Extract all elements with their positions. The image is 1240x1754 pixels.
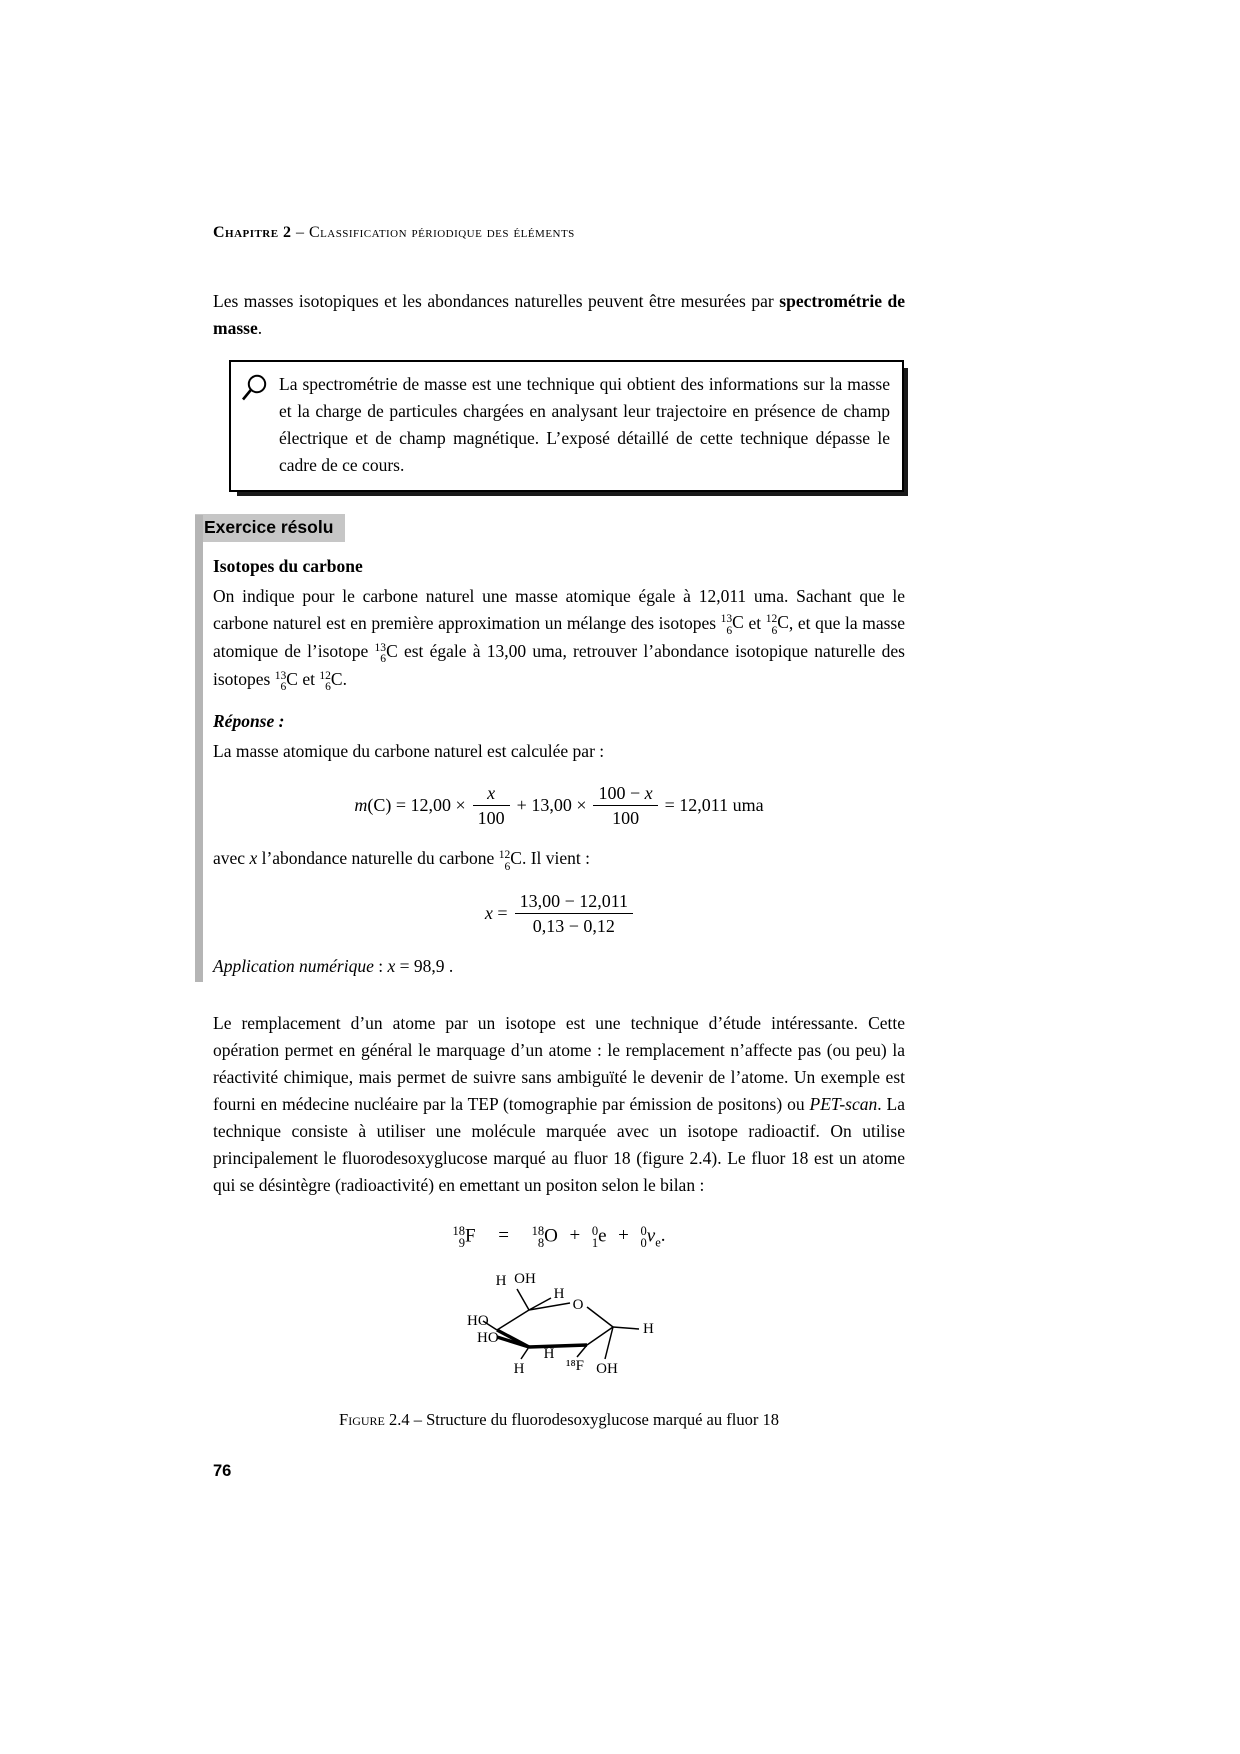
period: .	[660, 1225, 666, 1247]
molecule-figure	[213, 1265, 905, 1392]
body-text: Le remplacement d’un atome par un isotope est une technique d’étude intéressante. Cette opération permet en général le marquage d’un atome : le remplacement n’affecte pas (ou peu) la réactivité chimique, mais permet de suivre sans ambiguïté le devenir de l’atome. Un exemple est fourni en médecine nucléaire par la TEP (tomographie par émission de positons) ou	[213, 1013, 905, 1115]
chapter-title: Classification périodique des éléments	[308, 224, 575, 241]
isotope-13C: 13 6 C	[374, 640, 398, 666]
avec-line: avec x l’abondance naturelle du carbone 12 6 C. Il vient :	[213, 848, 590, 873]
math-var: x	[387, 956, 396, 977]
page-number: 76	[213, 1462, 232, 1481]
isotope-12C: 12 6 C	[765, 612, 789, 638]
page-content	[204, 0, 905, 1481]
fraction-x-100: $\frac{x}{100}$	[473, 783, 510, 829]
note-box	[229, 360, 904, 492]
plus-sign: +	[569, 1225, 581, 1247]
statement-text: et	[743, 612, 766, 633]
math-text: (C) = 12,00 ×	[367, 795, 466, 816]
nuclide-18F: 18 9 F	[452, 1223, 476, 1251]
note-text: La spectrométrie de masse est une technique qui obtient des informations sur la masse et la charge de particules chargées en analysant leur trajectoire en présence de champ électrique et de champ magnétique. L’exposé détaillé de cette technique dépasse le cadre de ce cours.	[279, 373, 890, 475]
calc-intro: La masse atomique du carbone naturel est calculée par :	[213, 741, 605, 762]
intro-text: Les masses isotopiques et les abondances naturelles peuvent être mesurées par	[213, 291, 780, 311]
math-var: x	[484, 903, 493, 924]
intro-paragraph	[213, 288, 905, 342]
nuclide-18O: 18 8 O	[531, 1223, 558, 1251]
application-numerique: Application numérique : x = 98,9 .	[213, 956, 454, 977]
statement-text: et	[297, 668, 320, 689]
isotope-13C: 13 6 C	[720, 612, 744, 638]
body-paragraph	[213, 1010, 905, 1199]
intro-period: .	[257, 318, 263, 338]
atom-label-H: H	[513, 1361, 525, 1378]
equals-sign: =	[498, 1225, 509, 1247]
atom-label-H: H	[495, 1273, 507, 1290]
intro-bold-term: spectrométrie de masse	[213, 291, 905, 338]
chapter-label: Chapitre 2	[213, 224, 292, 241]
fraction-abundance: $\frac{13,00 - 12,011}{0,13 - 0,12}$	[515, 891, 633, 937]
statement-text: est égale à 13,00 uma, retrouver l’abondance isotopique naturelle des isotopes	[213, 640, 905, 689]
equation-mass-average	[213, 783, 905, 829]
atom-label-OH: OH	[596, 1361, 618, 1378]
math-text: + 13,00 ×	[516, 795, 587, 816]
body-text: . La technique consiste à utiliser une molécule marquée avec un isotope radioactif. On utilise principalement le fluorodesoxyglucose marqué au fluor 18 (figure 2.4). Le fluor 18 est un atome qui se désintègre (radioactivité) en emettant un positon selon le bilan :	[213, 1094, 905, 1196]
atom-label-HO: HO	[477, 1330, 499, 1347]
isotope-12C: 12 6 C	[319, 668, 343, 694]
equation-abundance: x = $\frac{13,00 - 12,011}{0,13 - 0,12}$	[213, 891, 905, 937]
exercise-label: Exercice résolu	[195, 514, 345, 542]
isotope-13C: 13 6 C	[274, 668, 298, 694]
body-italic-term: PET-scan	[809, 1094, 878, 1115]
application-value: = 98,9 .	[395, 956, 454, 977]
statement-text: On indique pour le carbone naturel une masse atomique égale à 12,011 uma. Sachant que le carbone naturel est en première approximation un mélange des isotopes	[213, 585, 905, 633]
atom-label-OH: OH	[514, 1271, 536, 1288]
math-var: x	[249, 848, 258, 869]
fdg-structure-drawing	[459, 1265, 659, 1387]
statement-text: .	[342, 668, 347, 689]
nuclide-neutrino: 0 0 $\nu_e$	[640, 1223, 661, 1251]
solved-exercise	[204, 514, 905, 981]
atom-label-H: H	[643, 1321, 654, 1338]
exercise-side-bar	[195, 515, 203, 983]
chapter-separator: –	[291, 224, 309, 241]
figure-caption-text: Structure du fluorodesoxyglucose marqué au fluor 18	[426, 1410, 779, 1430]
atom-label-H: H	[553, 1286, 565, 1303]
atom-label-ring-O: O	[572, 1297, 584, 1314]
isotope-12C: 12 6 C	[498, 848, 522, 873]
exercise-title: Isotopes du carbone	[213, 555, 363, 576]
plus-sign: +	[618, 1225, 629, 1247]
fraction-100-minus-x: $\frac{100 - x}{100}$	[593, 783, 657, 829]
atom-label-18F: ¹⁸F	[565, 1358, 585, 1375]
math-result: = 12,011 uma	[664, 795, 764, 816]
nuclear-reaction-equation	[213, 1221, 905, 1251]
reponse-label: Réponse :	[213, 711, 285, 732]
figure-label: Figure 2.4	[339, 1410, 410, 1430]
magnifier-icon	[240, 373, 270, 405]
nuclide-positron: 0 1 e	[591, 1223, 607, 1251]
exercise-statement	[213, 583, 905, 694]
application-label: Application numérique	[213, 956, 374, 977]
math-var: m	[354, 795, 368, 816]
atom-label-HO: HO	[467, 1313, 489, 1330]
figure-caption: Figure 2.4 – Structure du fluorodesoxyglucose marqué au fluor 18	[339, 1410, 779, 1430]
atom-label-H: H	[543, 1346, 555, 1363]
running-head	[213, 224, 905, 242]
statement-text: , et que la masse atomique de l’isotope	[213, 612, 905, 661]
